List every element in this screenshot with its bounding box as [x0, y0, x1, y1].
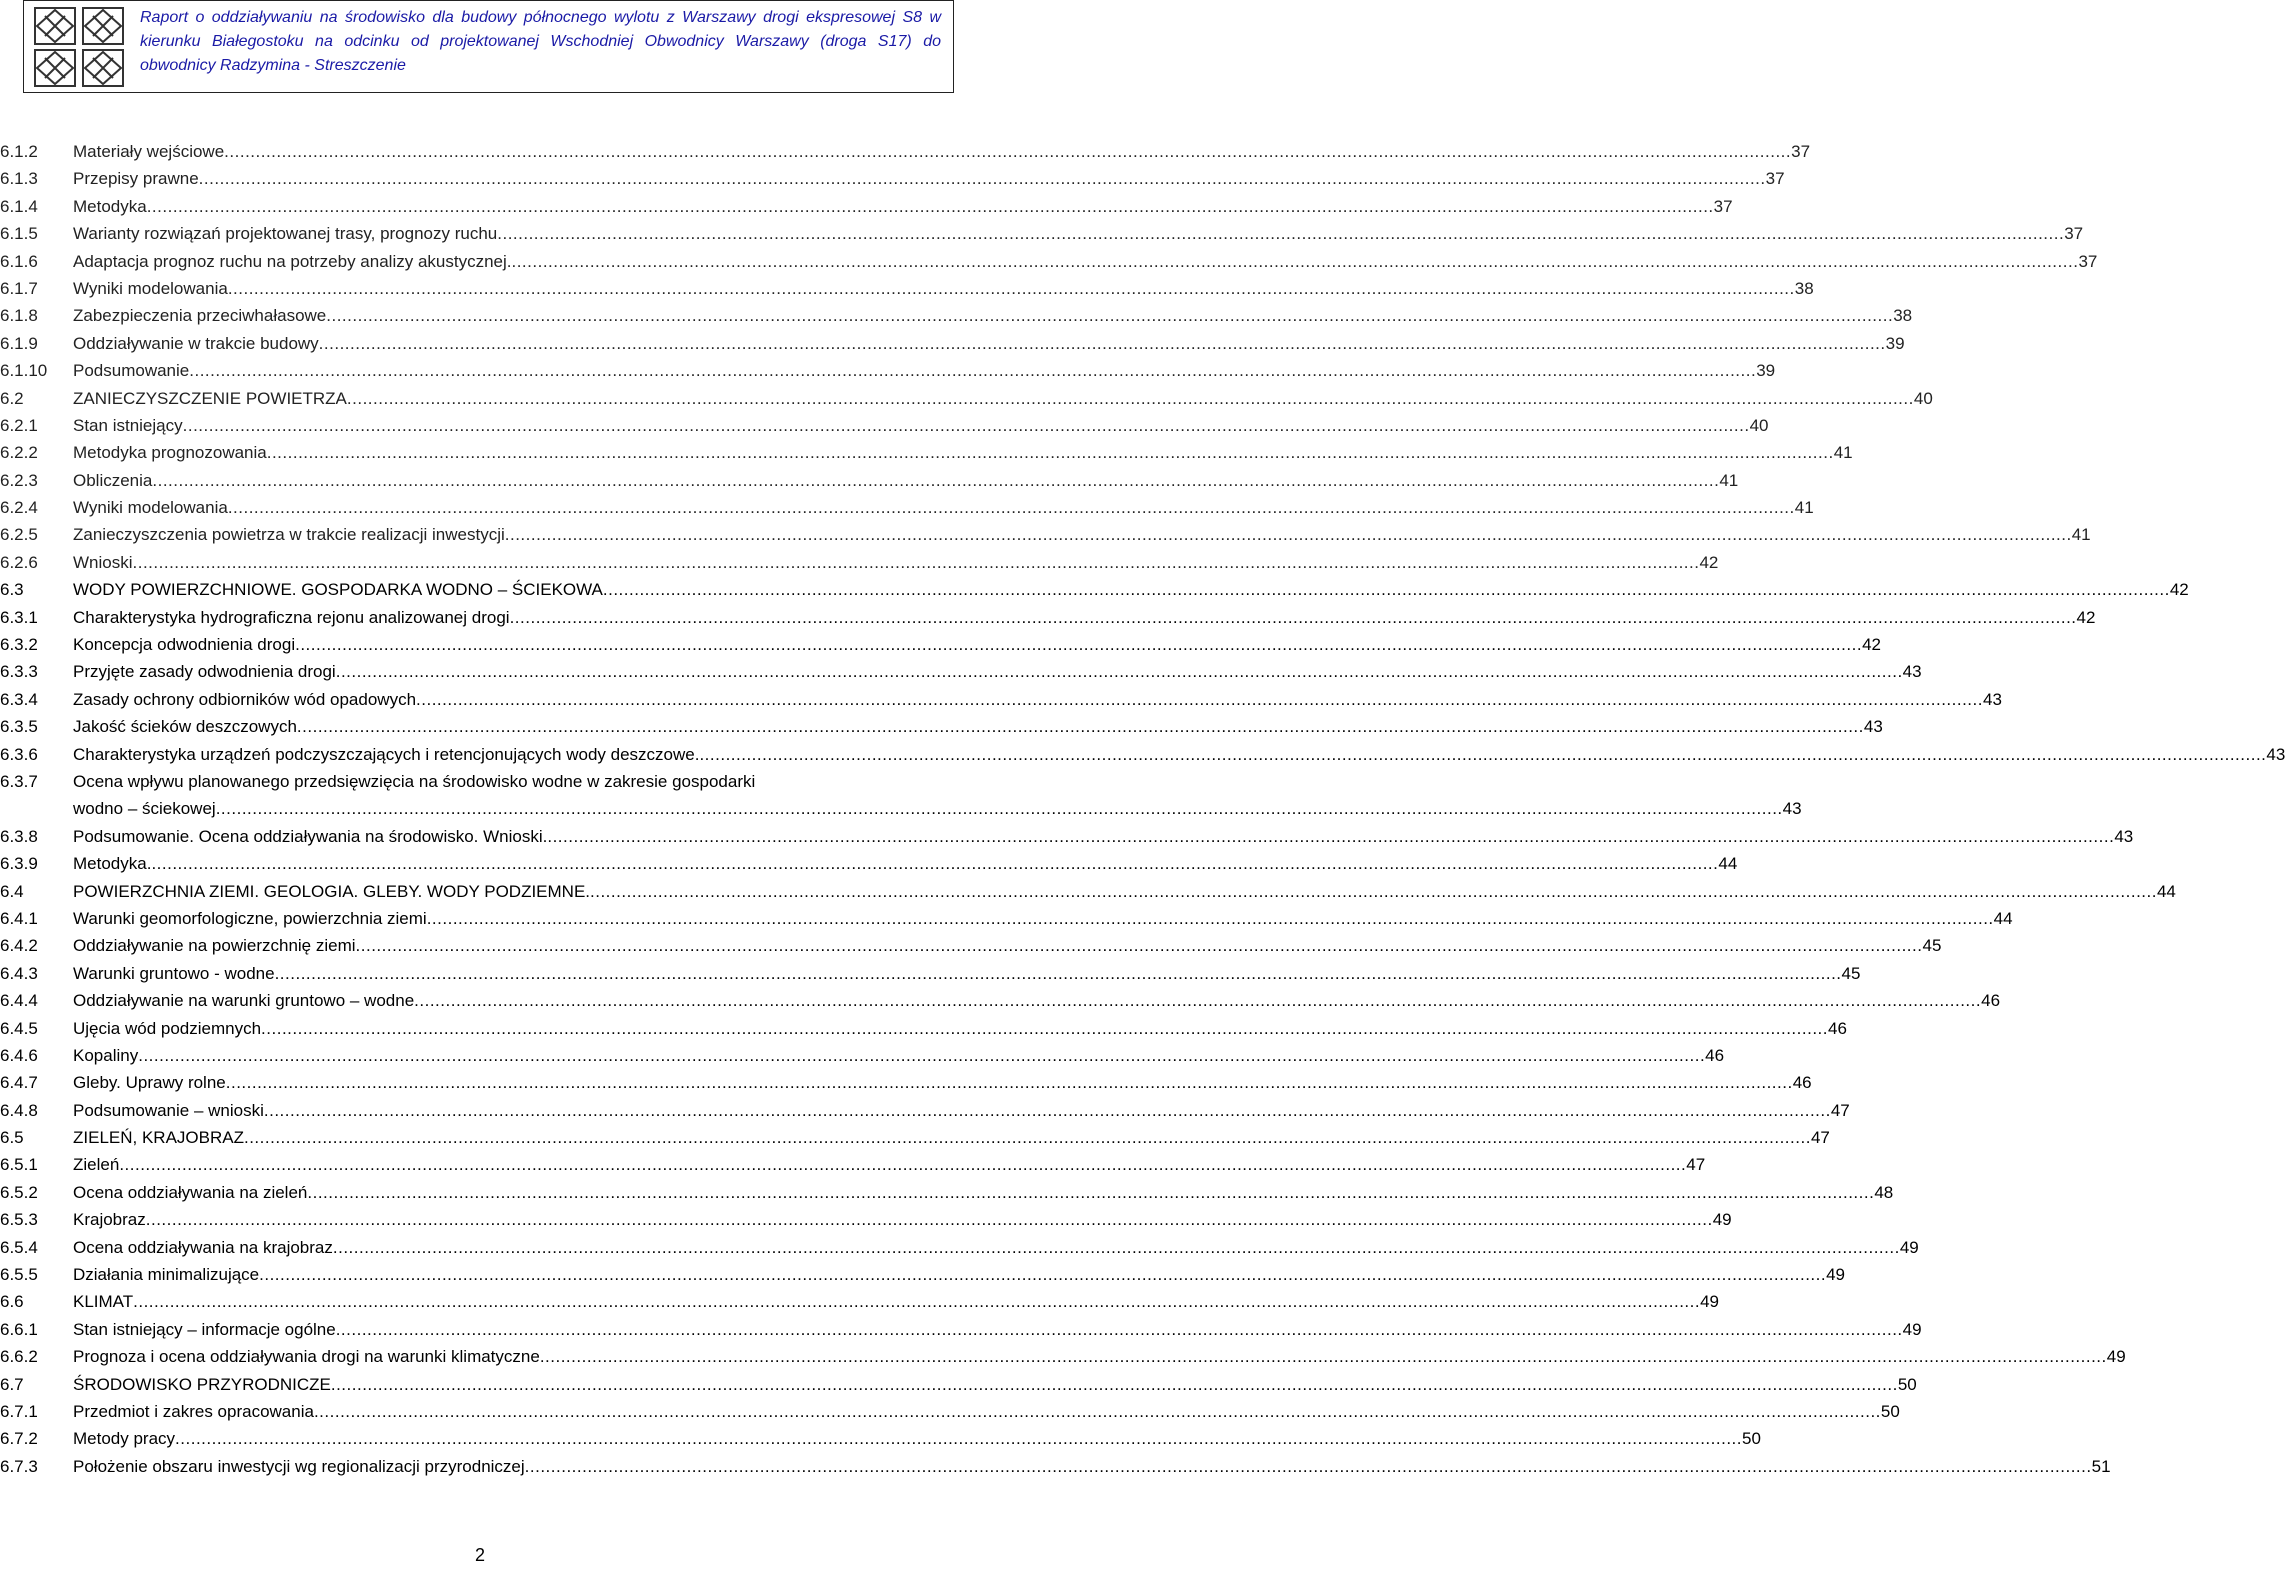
toc-entry-text: [73, 549, 1719, 576]
dot-leader: ............................................................................................................................................................................................................................................................................................................: [511, 251, 2079, 271]
dot-leader: ............................................................................................................................................................................................................................................................................................................: [263, 1100, 1831, 1120]
toc-entry-number: 6.7: [0, 1374, 24, 1394]
toc-entry-page: 51: [2091, 1456, 2111, 1476]
toc-entry-number: 6.1.4: [0, 196, 38, 216]
toc-entry-number: 6.3.2: [0, 635, 38, 655]
toc-entry-title: Metodyka.: [73, 854, 152, 874]
toc-entry-page: 37: [1713, 196, 1733, 216]
toc-entry-text: [73, 1371, 1917, 1398]
toc-entry-title: KLIMAT: [73, 1292, 134, 1312]
toc-entry-number: 6.3.1: [0, 607, 38, 627]
dot-leader: ............................................................................................................................................................................................................................................................................................................: [227, 278, 1795, 298]
toc-entry[interactable]: [0, 357, 1776, 384]
toc-entry-page: 47: [1830, 1100, 1850, 1120]
toc-entry-title: Materiały wejściowe: [73, 142, 225, 161]
toc-entry-text: [73, 905, 2013, 932]
toc-entry-title: Prognoza i ocena oddziaływania drogi na warunki klimatyczne: [73, 1347, 540, 1367]
dot-leader: ............................................................................................................................................................................................................................................................................................................: [152, 470, 1720, 490]
toc-entry[interactable]: [0, 1015, 1847, 1042]
toc-entry-number: 6.2: [0, 388, 24, 408]
dot-leader: ............................................................................................................................................................................................................................................................................................................: [225, 1073, 1793, 1093]
toc-entry[interactable]: [0, 1453, 2111, 1480]
toc-entry[interactable]: [0, 1234, 1919, 1261]
toc-entry-number: 6.4.6: [0, 1045, 38, 1065]
toc-entry-text: [73, 576, 2189, 603]
dot-leader: ............................................................................................................................................................................................................................................................................................................: [243, 1128, 1811, 1148]
dot-leader: ............................................................................................................................................................................................................................................................................................................: [318, 333, 1886, 353]
toc-entry-text: [73, 1398, 1900, 1425]
dot-leader: ............................................................................................................................................................................................................................................................................................................: [145, 1210, 1713, 1230]
toc-entry-text: [73, 741, 2285, 768]
toc-entry-page: 41: [1719, 470, 1739, 490]
toc-entry-page: 49: [1826, 1265, 1846, 1285]
toc-entry-page: 44: [1718, 854, 1738, 874]
toc-entry-page: 49: [1712, 1210, 1732, 1230]
toc-entry[interactable]: [0, 987, 2001, 1014]
dot-leader: ............................................................................................................................................................................................................................................................................................................: [547, 826, 2115, 846]
toc-entry-number: 6.7.2: [0, 1429, 38, 1449]
toc-entry-text: [73, 1425, 1761, 1452]
toc-entry-title: Warunki geomorfologiczne, powierzchnia ziemi: [73, 908, 427, 928]
dot-leader: ............................................................................................................................................................................................................................................................................................................: [313, 1401, 1881, 1421]
toc-entry-page: 49: [1700, 1292, 1720, 1312]
dot-leader: ............................................................................................................................................................................................................................................................................................................: [426, 908, 1994, 928]
toc-entry-number: 6.6.2: [0, 1347, 38, 1367]
toc-entry[interactable]: [0, 165, 1785, 192]
toc-entry-number: 6.1.8: [0, 306, 38, 326]
toc-entry-page: 44: [1993, 908, 2013, 928]
toc-entry-number: 6.7.1: [0, 1401, 38, 1421]
toc-entry-number: 6.6.1: [0, 1319, 38, 1339]
toc-entry-text: [73, 412, 1769, 439]
toc-entry-title: ŚRODOWISKO PRZYRODNICZE: [73, 1374, 331, 1394]
toc-entry-number: 6.2.2: [0, 443, 38, 463]
toc-entry-number: 6.2.1: [0, 415, 38, 435]
toc-entry[interactable]: [0, 576, 2189, 603]
toc-entry-number: 6.3.5: [0, 717, 38, 737]
toc-entry-title: Metody pracy: [73, 1429, 176, 1449]
toc-entry-text: [73, 878, 2176, 905]
dot-leader: ............................................................................................................................................................................................................................................................................................................: [182, 415, 1750, 435]
toc-entry-text: [73, 823, 2134, 850]
toc-entry-page: 45: [1841, 963, 1861, 983]
toc-entry-title: Wnioski: [73, 552, 133, 572]
toc-entry[interactable]: [0, 138, 1811, 165]
toc-entry[interactable]: [0, 439, 1853, 466]
toc-entry-page: 37: [2078, 251, 2098, 271]
toc-entry[interactable]: [0, 412, 1769, 439]
logo-icon: [24, 1, 134, 92]
toc-entry-text: [73, 604, 2096, 631]
dot-leader: ............................................................................................................................................................................................................................................................................................................: [335, 1319, 1903, 1339]
dot-leader: ............................................................................................................................................................................................................................................................................................................: [326, 306, 1894, 326]
toc-entry[interactable]: [0, 932, 1942, 959]
toc-entry-page: 46: [1981, 991, 2001, 1011]
dot-leader: ............................................................................................................................................................................................................................................................................................................: [119, 1155, 1687, 1175]
toc-entry-page: 40: [1749, 415, 1769, 435]
dot-leader: ............................................................................................................................................................................................................................................................................................................: [259, 1265, 1827, 1285]
toc-entry-title: Zabezpieczenia przeciwhałasowe: [73, 306, 327, 326]
toc-entry-title: Przedmiot i zakres opracowania: [73, 1401, 314, 1421]
toc-entry[interactable]: [0, 850, 1738, 877]
toc-entry-text: [73, 1343, 2126, 1370]
toc-entry[interactable]: [0, 330, 1905, 357]
toc-entry-text: [73, 658, 1922, 685]
dot-leader: ............................................................................................................................................................................................................................................................................................................: [198, 169, 1766, 189]
toc-entry[interactable]: [0, 658, 1922, 685]
toc-entry-title: Podsumowanie. Ocena oddziaływania na środowisko. Wnioski.: [73, 826, 548, 846]
toc-entry-title: Jakość ścieków deszczowych: [73, 717, 297, 737]
toc-entry-title: Działania minimalizujące: [73, 1265, 260, 1285]
toc-entry-text: [73, 987, 2001, 1014]
toc-entry-page: 50: [1880, 1401, 1900, 1421]
toc-entry-title: Stan istniejący – informacje ogólne: [73, 1319, 336, 1339]
toc-entry-page: 39: [1885, 333, 1905, 353]
toc-entry-page: 37: [2064, 224, 2084, 244]
toc-entry[interactable]: [0, 467, 1739, 494]
toc-entry-number: 6.5.3: [0, 1210, 38, 1230]
toc-entry[interactable]: [0, 1124, 1830, 1151]
toc-entry-text: [73, 138, 1811, 165]
toc-entry[interactable]: [0, 193, 1733, 220]
toc-entry-text: [73, 1316, 1922, 1343]
toc-entry-page: 42: [2076, 607, 2096, 627]
toc-entry-text: [73, 275, 1814, 302]
toc-entry-page: 47: [1810, 1128, 1830, 1148]
toc-entry-title: Oddziaływanie na powierzchnię ziemi: [73, 936, 356, 956]
toc-entry-page: 43: [1902, 662, 1922, 682]
toc-entry-page: 43: [2266, 744, 2285, 764]
toc-entry-text: [73, 713, 1883, 740]
toc-entry[interactable]: [0, 1343, 2126, 1370]
toc-entry-text: [73, 385, 1933, 412]
toc-entry-number: 6.3.9: [0, 854, 38, 874]
toc-entry-number: 6.1.9: [0, 333, 38, 353]
toc-entry-number: 6.4: [0, 881, 24, 901]
toc-entry-number: 6.1.5: [0, 224, 38, 244]
toc-entry-title: POWIERZCHNIA ZIEMI. GEOLOGIA. GLEBY. WODY PODZIEMNE.: [73, 881, 591, 901]
toc-entry[interactable]: [0, 1398, 1900, 1425]
toc-entry-title: Zanieczyszczenia powietrza w trakcie realizacji inwestycji: [73, 525, 505, 545]
dot-leader: ............................................................................................................................................................................................................................................................................................................: [346, 388, 1914, 408]
toc-entry-number: 6.4.2: [0, 936, 38, 956]
dot-leader: ............................................................................................................................................................................................................................................................................................................: [504, 525, 2072, 545]
toc-entry-title: Wyniki modelowania: [73, 278, 228, 298]
toc-entry-title: Położenie obszaru inwestycji wg regionalizacji przyrodniczej: [73, 1456, 525, 1476]
document-header: [23, 0, 954, 93]
toc-entry[interactable]: [0, 878, 2176, 905]
toc-entry-title: Przepisy prawne: [73, 169, 199, 189]
toc-entry-number: 6.3: [0, 580, 24, 600]
toc-entry-page: 43: [1982, 689, 2002, 709]
toc-entry[interactable]: [0, 302, 1913, 329]
toc-entry-number: 6.2.4: [0, 498, 38, 518]
toc-entry-page: 43: [2114, 826, 2134, 846]
toc-entry-title: Metodyka: [73, 196, 147, 216]
toc-entry-text: [73, 302, 1913, 329]
toc-entry[interactable]: [0, 741, 2285, 768]
toc-entry[interactable]: [0, 1069, 1812, 1096]
toc-entry[interactable]: [0, 521, 2091, 548]
dot-leader: ............................................................................................................................................................................................................................................................................................................: [189, 361, 1757, 381]
dot-leader: ............................................................................................................................................................................................................................................................................................................: [146, 196, 1714, 216]
toc-entry-title: wodno – ściekowej: [73, 799, 216, 819]
toc-entry[interactable]: [0, 1425, 1761, 1452]
toc-entry-title: ZIELEŃ, KRAJOBRAZ: [73, 1128, 244, 1148]
toc-entry-number: 6.2.6: [0, 552, 38, 572]
toc-entry-text: [73, 467, 1739, 494]
toc-entry-title: Ocena wpływu planowanego przedsięwzięcia na środowisko wodne w zakresie gospodarki: [73, 771, 756, 791]
toc-entry-text: [73, 521, 2091, 548]
toc-entry[interactable]: [0, 1371, 1917, 1398]
toc-entry-number: 6.3.3: [0, 662, 38, 682]
toc-entry-number: 6.1.7: [0, 278, 38, 298]
dot-leader: ............................................................................................................................................................................................................................................................................................................: [132, 552, 1700, 572]
toc-entry-number: 6.4.8: [0, 1100, 38, 1120]
toc-entry-text: [73, 1288, 1720, 1315]
toc-entry[interactable]: [0, 686, 2002, 713]
toc-entry-title: Zasady ochrony odbiorników wód opadowych: [73, 689, 417, 709]
toc-entry-page: 48: [1874, 1182, 1894, 1202]
toc-entry[interactable]: [0, 713, 1883, 740]
dot-leader: ............................................................................................................................................................................................................................................................................................................: [295, 635, 1863, 655]
toc-entry-title: Charakterystyka urządzeń podczyszczających i retencjonujących wody deszczowe.: [73, 744, 700, 764]
toc-entry-number: 6.1.3: [0, 169, 38, 189]
toc-entry[interactable]: [0, 1288, 1720, 1315]
toc-entry-page: 45: [1922, 936, 1942, 956]
toc-entry-text: [73, 494, 1814, 521]
toc-entry-text: [73, 439, 1853, 466]
toc-entry-page: 49: [2106, 1347, 2126, 1367]
toc-entry-page: 50: [1897, 1374, 1917, 1394]
toc-entry-text: [73, 1124, 1830, 1151]
toc-entry-page: 41: [2071, 525, 2091, 545]
toc-entry-number: 6.3.7: [0, 771, 38, 791]
toc-entry-page: 40: [1913, 388, 1933, 408]
toc-entry-page: 38: [1794, 278, 1814, 298]
toc-entry[interactable]: [0, 768, 1802, 823]
toc-entry-text: [73, 1151, 1706, 1178]
toc-entry-number: 6.1.6: [0, 251, 38, 271]
toc-entry-page: 42: [1699, 552, 1719, 572]
toc-entry-text: [73, 1042, 1725, 1069]
toc-entry-title: Stan istniejący: [73, 415, 183, 435]
toc-entry-text: [73, 165, 1785, 192]
toc-entry-text: [73, 1069, 1812, 1096]
toc-entry-page: 46: [1828, 1018, 1847, 1038]
toc-entry-page: 43: [1782, 799, 1802, 819]
dot-leader: ............................................................................................................................................................................................................................................................................................................: [335, 662, 1903, 682]
dot-leader: ............................................................................................................................................................................................................................................................................................................: [509, 607, 2077, 627]
toc-entry-number: 6.4.3: [0, 963, 38, 983]
toc-entry-text: [73, 357, 1776, 384]
toc-entry-number: 6.3.4: [0, 689, 38, 709]
toc-entry-title: Gleby. Uprawy rolne: [73, 1073, 226, 1093]
toc-entry-page: 41: [1833, 443, 1853, 463]
toc-entry-title: Ocena oddziaływania na krajobraz: [73, 1237, 333, 1257]
toc-entry[interactable]: [0, 1316, 1922, 1343]
toc-entry-page: 49: [1902, 1319, 1922, 1339]
toc-entry[interactable]: [0, 1206, 1732, 1233]
toc-entry-title: Kopaliny: [73, 1045, 139, 1065]
dot-leader: ............................................................................................................................................................................................................................................................................................................: [266, 443, 1834, 463]
toc-entry-number: 6.2.3: [0, 470, 38, 490]
toc-entry-text: [73, 631, 1881, 658]
toc-entry-title: Oddziaływanie w trakcie budowy: [73, 333, 319, 353]
dot-leader: ............................................................................................................................................................................................................................................................................................................: [355, 936, 1923, 956]
toc-entry[interactable]: [0, 1042, 1725, 1069]
dot-leader: ............................................................................................................................................................................................................................................................................................................: [274, 963, 1842, 983]
toc-entry-page: 47: [1686, 1155, 1706, 1175]
toc-entry-text: [73, 220, 2084, 247]
toc-entry-title: WODY POWIERZCHNIOWE. GOSPODARKA WODNO – ŚCIEKOWA: [73, 580, 603, 600]
toc-entry-number: 6.5.1: [0, 1155, 38, 1175]
page-number: 2: [474, 1545, 485, 1565]
toc-entry-text: [73, 932, 1942, 959]
toc-entry-number: 6.4.1: [0, 908, 38, 928]
toc-entry-title: Podsumowanie – wnioski: [73, 1100, 264, 1120]
toc-entry-number: 6.4.5: [0, 1018, 38, 1038]
toc-entry-page: 49: [1899, 1237, 1919, 1257]
dot-leader: ............................................................................................................................................................................................................................................................................................................: [330, 1374, 1898, 1394]
toc-entry-page: 50: [1742, 1429, 1761, 1449]
dot-leader: ............................................................................................................................................................................................................................................................................................................: [224, 142, 1792, 161]
toc-entry-page: 42: [2169, 580, 2189, 600]
toc-entry-page: 38: [1893, 306, 1913, 326]
toc-entry-title: Adaptacja prognoz ruchu na potrzeby analizy akustycznej.: [73, 251, 512, 271]
toc-entry-page: 44: [2156, 881, 2176, 901]
toc-entry-number: 6.5: [0, 1128, 24, 1148]
toc-entry[interactable]: [0, 248, 2098, 275]
toc-entry-text: [73, 1453, 2111, 1480]
dot-leader: ............................................................................................................................................................................................................................................................................................................: [699, 744, 2267, 764]
dot-leader: ............................................................................................................................................................................................................................................................................................................: [296, 717, 1864, 737]
toc-entry-title: Warianty rozwiązań projektowanej trasy, prognozy ruchu: [73, 224, 498, 244]
toc-entry-page: 46: [1792, 1073, 1812, 1093]
toc-entry-number: 6.3.8: [0, 826, 38, 846]
dot-leader: ............................................................................................................................................................................................................................................................................................................: [414, 991, 1982, 1011]
toc-entry-text: [73, 1015, 1847, 1042]
toc-entry-text: [73, 1179, 1894, 1206]
toc-entry-text: [73, 330, 1905, 357]
toc-entry[interactable]: [0, 905, 2013, 932]
toc-entry-title: Ocena oddziaływania na zieleń: [73, 1182, 308, 1202]
dot-leader: ............................................................................................................................................................................................................................................................................................................: [539, 1347, 2107, 1367]
toc-entry[interactable]: [0, 631, 1881, 658]
toc-entry-text: [73, 768, 1802, 823]
toc-entry-title: Warunki gruntowo - wodne: [73, 963, 275, 983]
toc-entry[interactable]: [0, 549, 1719, 576]
toc-entry-number: 6.1.2: [0, 142, 38, 161]
toc-entry-page: 46: [1705, 1045, 1725, 1065]
toc-entry[interactable]: [0, 494, 1814, 521]
toc-entry-text: [73, 1206, 1732, 1233]
toc-entry-title: Koncepcja odwodnienia drogi: [73, 635, 296, 655]
toc-entry-title: Ujęcia wód podziemnych: [73, 1018, 262, 1038]
toc-entry-text: [73, 1261, 1846, 1288]
dot-leader: ............................................................................................................................................................................................................................................................................................................: [590, 881, 2157, 901]
toc-entry-title: Przyjęte zasady odwodnienia drogi: [73, 662, 336, 682]
toc-entry-title: Obliczenia: [73, 470, 153, 490]
dot-leader: ............................................................................................................................................................................................................................................................................................................: [215, 799, 1783, 819]
toc-entry-text: [73, 193, 1733, 220]
toc-entry-title: Krajobraz: [73, 1210, 146, 1230]
toc-entry-text: [73, 686, 2002, 713]
toc-entry[interactable]: [0, 220, 2084, 247]
dot-leader: ............................................................................................................................................................................................................................................................................................................: [332, 1237, 1900, 1257]
toc-entry-text: [73, 248, 2098, 275]
toc-entry-text: [73, 960, 1861, 987]
dot-leader: ............................................................................................................................................................................................................................................................................................................: [138, 1045, 1706, 1065]
dot-leader: ............................................................................................................................................................................................................................................................................................................: [416, 689, 1983, 709]
toc-entry[interactable]: [0, 823, 2134, 850]
toc-entry-title: Podsumowanie: [73, 361, 190, 381]
toc-entry-title: Metodyka prognozowania: [73, 443, 267, 463]
header-title: Raport o oddziaływaniu na środowisko dla budowy północnego wylotu z Warszawy drogi ekspresowej S8 w kierunku Białegostoku na odcinku od projektowanej Wschodniej Obwodnicy Warszawy (droga S17) do obwodnicy Radzymina - Streszczenie: [140, 9, 941, 74]
dot-leader: ............................................................................................................................................................................................................................................................................................................: [524, 1456, 2092, 1476]
toc-entry-number: 6.5.5: [0, 1265, 38, 1285]
toc-entry-page: 41: [1794, 498, 1814, 518]
toc-entry-page: 43: [1863, 717, 1883, 737]
toc-entry[interactable]: [0, 604, 2096, 631]
toc-entry-text: [73, 1097, 1850, 1124]
toc-entry-text: [73, 850, 1738, 877]
dot-leader: ............................................................................................................................................................................................................................................................................................................: [151, 854, 1719, 874]
toc-entry-title: Wyniki modelowania: [73, 498, 228, 518]
toc-entry-page: 37: [1791, 142, 1811, 161]
toc-entry-title: Oddziaływanie na warunki gruntowo – wodne: [73, 991, 415, 1011]
toc-entry[interactable]: [0, 1097, 1850, 1124]
toc-entry-number: 6.2.5: [0, 525, 38, 545]
toc-entry[interactable]: [0, 1179, 1894, 1206]
dot-leader: ............................................................................................................................................................................................................................................................................................................: [227, 498, 1795, 518]
toc-entry[interactable]: [0, 275, 1814, 302]
toc-entry[interactable]: [0, 1151, 1706, 1178]
toc-entry-text: [73, 1234, 1919, 1261]
toc-entry[interactable]: [0, 960, 1861, 987]
toc-entry-number: 6.1.10: [0, 361, 48, 381]
toc-entry-number: 6.6: [0, 1292, 24, 1312]
dot-leader: ............................................................................................................................................................................................................................................................................................................: [602, 580, 2170, 600]
toc-entry-page: 42: [1862, 635, 1881, 655]
toc-entry[interactable]: [0, 385, 1933, 412]
toc-entry-number: 6.5.4: [0, 1237, 38, 1257]
toc-entry-number: 6.4.4: [0, 991, 38, 1011]
dot-leader: ............................................................................................................................................................................................................................................................................................................: [497, 224, 2065, 244]
toc-entry-number: 6.5.2: [0, 1182, 38, 1202]
dot-leader: ............................................................................................................................................................................................................................................................................................................: [261, 1018, 1828, 1038]
dot-leader: ............................................................................................................................................................................................................................................................................................................: [307, 1182, 1875, 1202]
dot-leader: ............................................................................................................................................................................................................................................................................................................: [133, 1292, 1701, 1312]
toc-entry[interactable]: [0, 1261, 1846, 1288]
toc-entry-page: 39: [1756, 361, 1776, 381]
dot-leader: ............................................................................................................................................................................................................................................................................................................: [175, 1429, 1742, 1449]
toc-entry-number: 6.7.3: [0, 1456, 38, 1476]
toc-entry-page: 37: [1765, 169, 1785, 189]
toc-entry-title: Zieleń: [73, 1155, 120, 1175]
toc-entry-number: 6.4.7: [0, 1073, 38, 1093]
table-of-contents: [0, 138, 2285, 1480]
toc-entry-number: 6.3.6: [0, 744, 38, 764]
toc-entry-title: ZANIECZYSZCZENIE POWIETRZA: [73, 388, 347, 408]
toc-entry-title: Charakterystyka hydrograficzna rejonu analizowanej drogi: [73, 607, 510, 627]
